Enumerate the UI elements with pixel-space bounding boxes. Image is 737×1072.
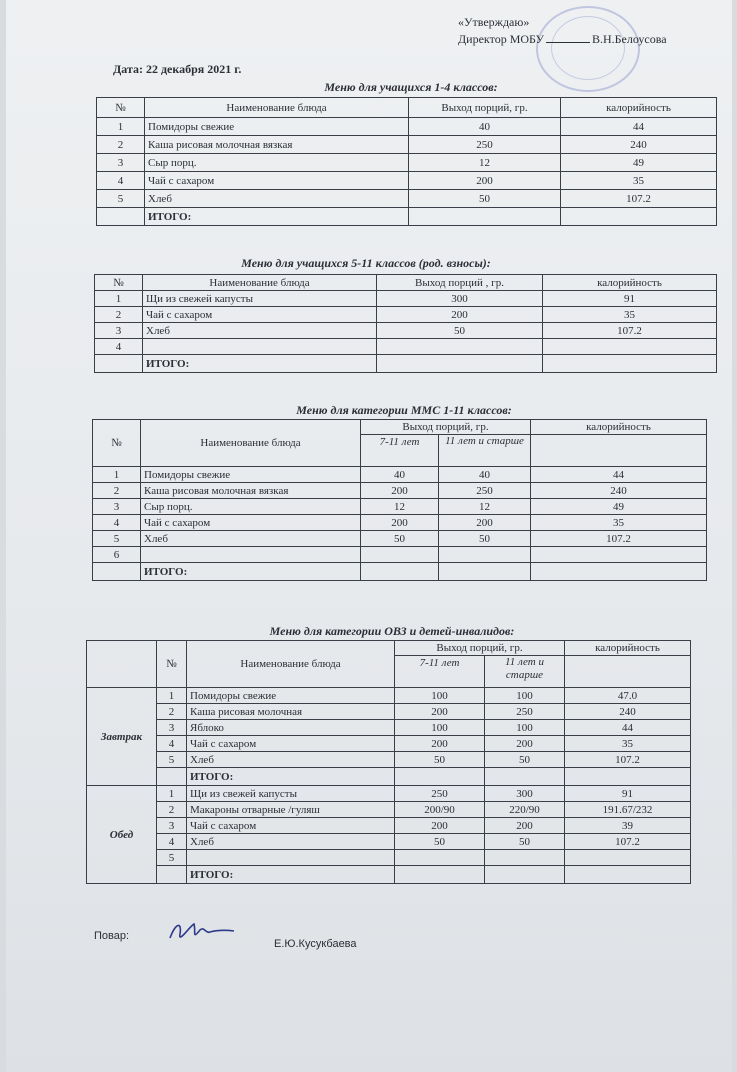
document-page [6,0,732,1072]
calories-value: 91 [565,786,691,802]
dish-name: Яблоко [187,720,395,736]
cook-label: Повар: [94,930,130,942]
calories-value: 107.2 [531,531,707,547]
table-row [93,531,707,547]
calories-value: 35 [565,736,691,752]
row-number: 2 [93,483,141,499]
row-number: 3 [97,154,145,172]
dish-name: Хлеб [145,190,409,208]
dish-name: Каша рисовая молочная вязкая [141,483,361,499]
menu3-title: Меню для категории ММС 1-11 классов: [296,403,512,417]
col-age-11-plus: 11 лет и старше [485,656,565,688]
row-number: 5 [157,850,187,866]
portion-value: 12 [409,154,561,172]
dish-name: Хлеб [143,323,377,339]
calories-value: 107.2 [565,752,691,768]
table-row [95,339,717,355]
dish-name: Щи из свежей капусты [143,291,377,307]
dish-name: Чай с сахаром [187,736,395,752]
calories-value: 107.2 [561,190,717,208]
dish-name: Щи из свежей капусты [187,786,395,802]
portion-7-11: 40 [361,467,439,483]
portion-11-plus: 40 [439,467,531,483]
col-dish-name: Наименование блюда [141,420,361,467]
table-row [87,850,691,866]
row-number: 3 [157,720,187,736]
col-portion: Выход порций, гр. [361,420,531,435]
menu4-header-row [87,641,691,656]
portion-7-11: 200/90 [395,802,485,818]
calories-value: 107.2 [565,834,691,850]
col-number: № [97,98,145,118]
menu2-header-row [95,275,717,291]
dish-name: Чай с сахаром [187,818,395,834]
table-row [87,786,691,802]
breakfast-label: Завтрак [87,688,157,786]
portion-11-plus: 200 [485,818,565,834]
approval-title: «Утверждаю» [458,15,530,29]
table-row [97,136,717,154]
col-dish-name: Наименование блюда [145,98,409,118]
table-row [87,704,691,720]
row-number: 3 [95,323,143,339]
portion-7-11: 50 [361,531,439,547]
calories-value: 35 [561,172,717,190]
col-portion: Выход порций , гр. [377,275,543,291]
menu2-total-label: ИТОГО: [143,355,377,373]
calories-value: 47.0 [565,688,691,704]
cook-signature [166,918,236,946]
menu2-table [94,274,717,373]
dish-name [141,547,361,563]
calories-value: 44 [565,720,691,736]
portion-7-11: 200 [361,515,439,531]
row-number: 5 [93,531,141,547]
portion-value: 200 [409,172,561,190]
lunch-total-row [87,866,691,884]
portion-11-plus: 200 [485,736,565,752]
col-portion: Выход порций, гр. [395,641,565,656]
portion-7-11: 200 [395,704,485,720]
row-number: 2 [157,704,187,720]
breakfast-total-row [87,768,691,786]
menu3-header-row [93,420,707,435]
menu2-title: Меню для учащихся 5-11 классов (род. взносы): [241,256,491,270]
director-line [458,31,667,48]
director-prefix: Директор МОБУ [458,32,544,46]
dish-name: Помидоры свежие [187,688,395,704]
portion-value: 50 [409,190,561,208]
col-calories: калорийность [531,420,707,435]
portion-11-plus: 50 [439,531,531,547]
portion-7-11 [395,850,485,866]
table-row [93,483,707,499]
director-signature-line [546,32,590,43]
portion-11-plus: 50 [485,834,565,850]
portion-value: 300 [377,291,543,307]
dish-name: Помидоры свежие [141,467,361,483]
portion-7-11: 100 [395,688,485,704]
row-number: 4 [93,515,141,531]
row-number: 4 [157,834,187,850]
col-dish-name: Наименование блюда [143,275,377,291]
table-row [97,172,717,190]
portion-11-plus: 250 [439,483,531,499]
calories-value: 35 [543,307,717,323]
portion-value: 50 [377,323,543,339]
col-calories: калорийность [543,275,717,291]
table-row [87,834,691,850]
table-row [93,547,707,563]
portion-11-plus: 100 [485,720,565,736]
menu3-table [92,419,707,581]
col-number: № [93,420,141,467]
dish-name [187,850,395,866]
portion-11-plus: 50 [485,752,565,768]
row-number: 3 [157,818,187,834]
dish-name: Помидоры свежие [145,118,409,136]
dish-name: Хлеб [141,531,361,547]
portion-11-plus [485,850,565,866]
table-row [93,515,707,531]
dish-name: Макароны отварные /гуляш [187,802,395,818]
col-number: № [95,275,143,291]
portion-11-plus: 12 [439,499,531,515]
calories-value: 49 [561,154,717,172]
calories-value: 91 [543,291,717,307]
portion-7-11: 12 [361,499,439,515]
portion-11-plus: 220/90 [485,802,565,818]
portion-11-plus: 300 [485,786,565,802]
breakfast-total-label: ИТОГО: [187,768,395,786]
portion-7-11: 200 [395,736,485,752]
calories-value: 44 [531,467,707,483]
menu1-total-label: ИТОГО: [145,208,409,226]
row-number: 4 [95,339,143,355]
col-number: № [157,641,187,688]
table-row [87,802,691,818]
row-number: 1 [157,786,187,802]
calories-value: 44 [561,118,717,136]
dish-name: Чай с сахаром [143,307,377,323]
table-row [87,736,691,752]
table-row [97,118,717,136]
col-calories: калорийность [565,641,691,656]
document-date: Дата: 22 декабря 2021 г. [113,62,242,76]
menu3-total-label: ИТОГО: [141,563,361,581]
dish-name: Сыр порц. [141,499,361,515]
director-name: В.Н.Белоусова [592,32,667,46]
calories-value: 39 [565,818,691,834]
col-calories: калорийность [561,98,717,118]
dish-name: Хлеб [187,834,395,850]
dish-name [143,339,377,355]
portion-7-11 [361,547,439,563]
row-number: 4 [157,736,187,752]
col-dish-name: Наименование блюда [187,641,395,688]
calories-value [565,850,691,866]
portion-value: 200 [377,307,543,323]
portion-7-11: 200 [361,483,439,499]
table-row [95,307,717,323]
table-row [87,688,691,704]
lunch-label: Обед [87,786,157,884]
portion-11-plus: 250 [485,704,565,720]
dish-name: Чай с сахаром [145,172,409,190]
col-age-11-plus: 11 лет и старше [439,435,531,467]
portion-11-plus: 200 [439,515,531,531]
portion-7-11: 250 [395,786,485,802]
portion-value: 40 [409,118,561,136]
table-row [87,818,691,834]
dish-name: Чай с сахаром [141,515,361,531]
table-row [97,190,717,208]
row-number: 5 [157,752,187,768]
lunch-total-label: ИТОГО: [187,866,395,884]
portion-7-11: 100 [395,720,485,736]
row-number: 4 [97,172,145,190]
menu3-total-row [93,563,707,581]
menu2-total-row [95,355,717,373]
calories-value: 35 [531,515,707,531]
row-number: 1 [93,467,141,483]
row-number: 3 [93,499,141,515]
menu1-title: Меню для учащихся 1-4 классов: [324,80,498,94]
row-number: 6 [93,547,141,563]
table-row [95,323,717,339]
portion-value [377,339,543,355]
calories-value [543,339,717,355]
portion-7-11: 50 [395,752,485,768]
table-row [97,154,717,172]
table-row [87,720,691,736]
calories-value: 240 [531,483,707,499]
table-row [95,291,717,307]
row-number: 2 [157,802,187,818]
dish-name: Хлеб [187,752,395,768]
row-number: 5 [97,190,145,208]
dish-name: Каша рисовая молочная вязкая [145,136,409,154]
menu4-title: Меню для категории ОВЗ и детей-инвалидов: [269,624,515,638]
row-number: 2 [95,307,143,323]
menu1-header-row [97,98,717,118]
calories-value: 240 [561,136,717,154]
portion-7-11: 50 [395,834,485,850]
table-row [87,752,691,768]
row-number: 1 [157,688,187,704]
table-row [93,467,707,483]
calories-value: 49 [531,499,707,515]
row-number: 2 [97,136,145,154]
portion-11-plus: 100 [485,688,565,704]
calories-value [531,547,707,563]
row-number: 1 [97,118,145,136]
col-age-7-11: 7-11 лет [361,435,439,467]
portion-11-plus [439,547,531,563]
calories-value: 240 [565,704,691,720]
col-portion: Выход порций, гр. [409,98,561,118]
dish-name: Сыр порц. [145,154,409,172]
menu1-total-row [97,208,717,226]
menu1-table [96,97,717,226]
calories-value: 191.67/232 [565,802,691,818]
approval-block [458,14,667,48]
table-row [93,499,707,515]
calories-value: 107.2 [543,323,717,339]
row-number: 1 [95,291,143,307]
portion-7-11: 200 [395,818,485,834]
dish-name: Каша рисовая молочная [187,704,395,720]
col-age-7-11: 7-11 лет [395,656,485,688]
portion-value: 250 [409,136,561,154]
cook-name: Е.Ю.Кусукбаева [274,938,357,950]
menu4-table [86,640,691,884]
